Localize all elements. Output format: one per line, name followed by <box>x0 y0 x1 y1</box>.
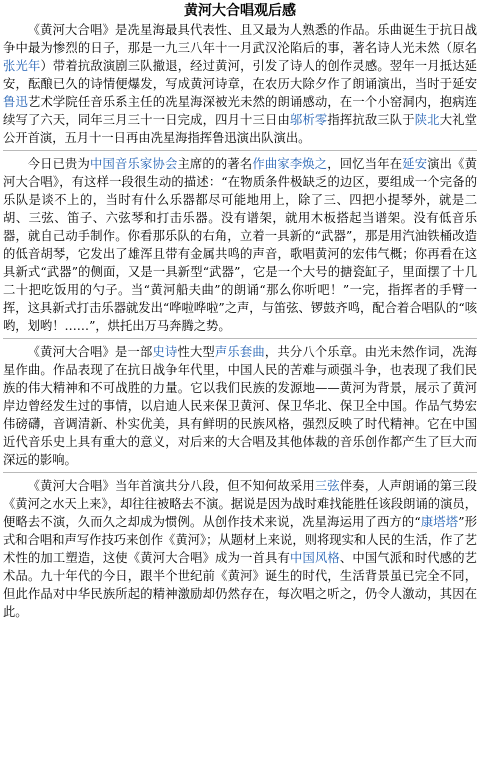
paragraph-separator <box>3 150 477 151</box>
paragraph <box>3 477 477 621</box>
paragraph <box>3 155 477 335</box>
paragraph-text: ”形式和合唱和声写作技巧来创作《黄河》；从题材上来说，则将现实和人民的生活，作了艺术性的加工塑造，这使《黄河大合唱》成为一首具有 <box>3 515 477 565</box>
paragraph-text: 艺术学院任音乐系主任的冼星海深被光未然的朗诵感动，在一个小窑洞内，抱病连续写了六天，同年三月三十一日完成，四月十三日由 <box>3 95 477 127</box>
paragraph-text: 指挥抗敌三队于 <box>327 113 415 127</box>
inline-link[interactable]: 鲁迅 <box>3 95 28 109</box>
paragraph-text: 《黄河大合唱》是冼星海最具代表性、且又最为人熟悉的作品。乐曲诞生于抗日战争中最为惨烈的日子，那是一九三八年十一月武汉沦陷后的事，著名诗人光未然（原名 <box>3 23 477 55</box>
inline-link[interactable]: 作曲家李焕之 <box>252 157 328 171</box>
inline-link[interactable]: 三弦 <box>314 479 340 493</box>
paragraph-text: ，共分八个乐章。由光未然作词，冼海星作曲。作品表现了在抗日战争年代里，中国人民的苦难与顽强斗争，也表现了我们民族的伟大精神和不可战胜的力量。它以我们民族的发源地——黄河为背景，展示了黄河岸边曾经发生过的事情，以启迪人民来保卫黄河、保卫华北、保卫全中国。作品气势宏伟磅礴，音调清新、朴实优美，具有鲜明的民族风格，强烈反映了时代精神。它在中国近代音乐史上具有重大的意义，对后来的大合唱及其他体裁的音乐创作都产生了巨大而深远的影响。 <box>3 345 477 467</box>
inline-link[interactable]: 中国风格 <box>289 551 340 565</box>
inline-link[interactable]: 陕北 <box>414 113 440 127</box>
paragraph <box>3 343 477 469</box>
bottom-fade <box>0 714 480 784</box>
paragraph-text: 主席的的著名 <box>177 157 253 171</box>
inline-link[interactable]: 邬析零 <box>289 113 328 127</box>
paragraph-text: 演出《黄河大合唱》，有这样一段很生动的描述：“在物质条件极缺乏的边区，要组成一个完备的乐队是谈不上的，当时有什么乐器都尽可能地用上，除了三、四把小提琴外，就是二胡、三弦、笛子、六弦琴和打击乐器。没有谱架，就用木板搭起当谱架。没有低音乐器，就自己动手制作。你看那乐队的右角，立着一具新的“武器”，那是用汽油铁桶改造的低音胡琴，它发出了雄浑且带有金属共鸣的声音，歌唱黄河的宏伟气概；你再看在这具新式“武器”的侧面，又是一具新型“武器”，它是一个大号的搪瓷缸子，里面摆了十几二十把吃饭用的勺子。当“黄河船夫曲”的朗诵“那么你听吧！”一完，指挥者的手臂一挥，这具新式打击乐器就发出“哗啦哗啦”之声，与笛弦、锣鼓齐鸣，配合着合唱队的“咳哟，划哟！……”，烘托出万马奔腾之势。 <box>3 157 477 333</box>
paragraph-text: 大礼堂公开首演，五月十一日再由冼星海指挥鲁迅演出队演出。 <box>3 113 477 145</box>
paragraph-text: 《黄河大合唱》是一部 <box>27 345 153 359</box>
paragraph <box>3 21 477 147</box>
watermark-logo <box>410 758 474 776</box>
paragraph-separator <box>3 472 477 473</box>
paragraph-text: ，回忆当年在 <box>327 157 403 171</box>
inline-link[interactable]: 声乐套曲 <box>214 345 265 359</box>
inline-link[interactable]: 中国音乐家协会 <box>90 157 178 171</box>
inline-link[interactable]: 康塔塔 <box>420 515 459 529</box>
paragraph-text: ）带着抗敌演剧三队撤退，经过黄河，引发了诗人的创作灵感。翌年一月抵达延安，酝酿已久的诗情便爆发，写成黄河诗章，在农历大除夕作了朗诵演出，当时于延安 <box>3 59 477 91</box>
paragraph-text: 《黄河大合唱》当年首演共分八段，但不知何故采用 <box>27 479 315 493</box>
inline-link[interactable]: 张光年 <box>3 59 41 73</box>
paragraph-separator <box>3 338 477 339</box>
paragraph-text: 性大型 <box>177 345 215 359</box>
document-body <box>3 21 477 621</box>
paragraph-text: 伴奏，人声朗诵的第三段《黄河之水天上来》，却往往被略去不演。据说是因为战时难找能胜任该段朗诵的演员，便略去不演，久而久之却成为惯例。从创作技术来说，冼星海运用了西方的“ <box>3 479 477 529</box>
document-title: 黄河大合唱观后感 <box>184 3 296 19</box>
paragraph-text: 今日已贵为 <box>27 157 91 171</box>
inline-link[interactable]: 史诗 <box>152 345 178 359</box>
inline-link[interactable]: 延安 <box>402 157 428 171</box>
paragraph-text: 、中国气派和时代感的艺术品。九十年代的今日，跟半个世纪前《黄河》诞生的时代，生活背景虽已完全不同，但此作品对中华民族所起的精神激励却仍然存在，每次唱之听之，仍令人激动，其因在此。 <box>3 551 477 619</box>
